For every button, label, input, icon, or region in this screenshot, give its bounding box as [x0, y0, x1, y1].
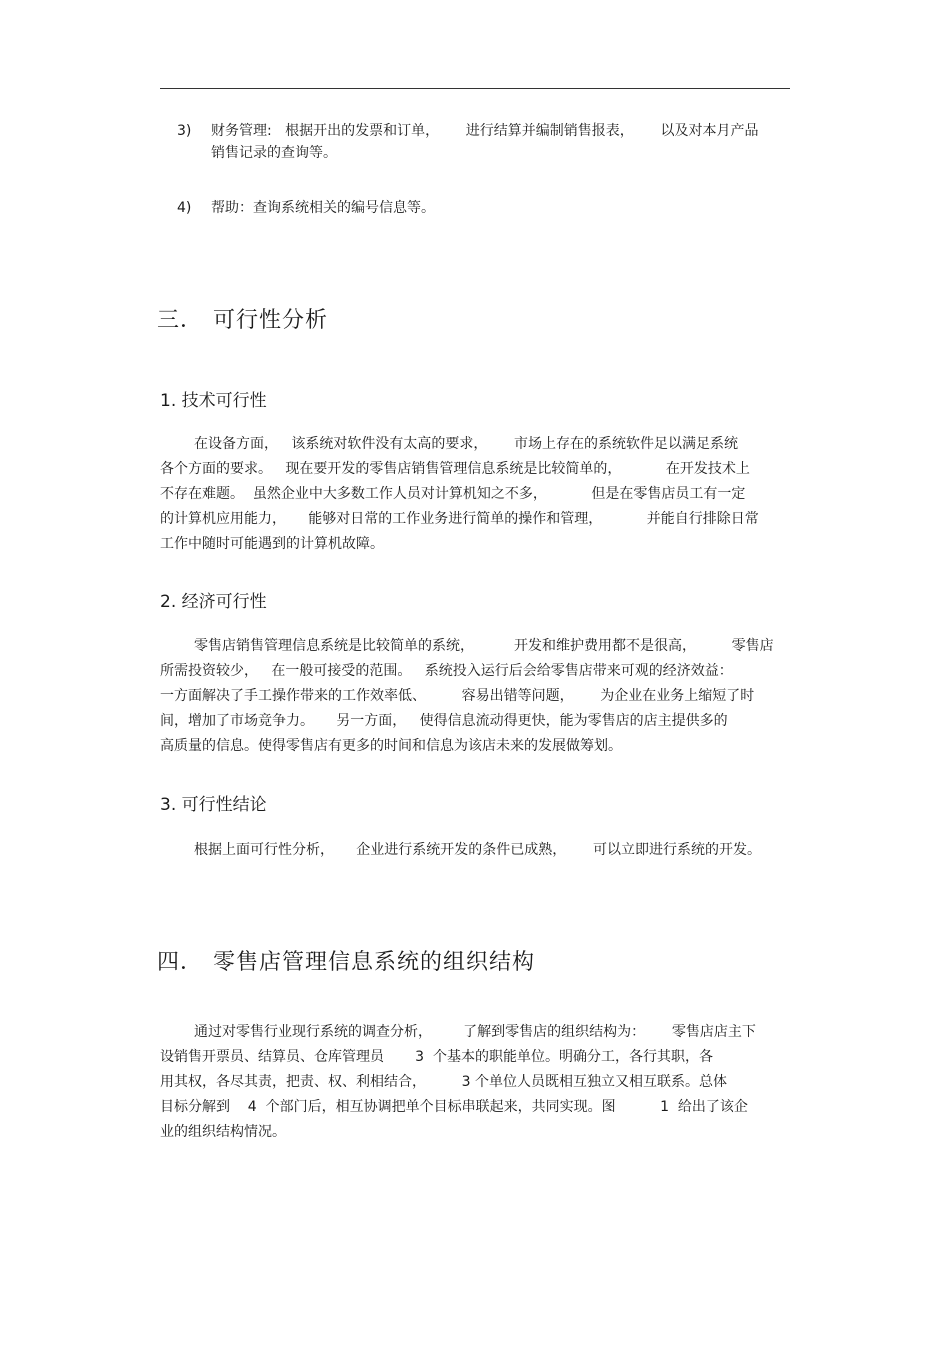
paragraph-line: 通过对零售行业现行系统的调查分析， 了解到零售店的组织结构为： 零售店店主下	[194, 1024, 756, 1040]
paragraph-line: 间，增加了市场竞争力。 另一方面， 使得信息流动得更快，能为零售店的店主提供多的	[160, 713, 728, 729]
section-number: 四．	[157, 950, 204, 975]
section-title: 可行性分析	[213, 308, 329, 333]
paragraph-line: 工作中随时可能遇到的计算机故障。	[160, 536, 384, 552]
list-item	[177, 197, 797, 221]
paragraph-line: 用其权，各尽其责，把责、权、利相结合， 3 个单位人员既相互独立又相互联系。总体	[160, 1074, 727, 1090]
paragraph-line: 设销售开票员、结算员、仓库管理员 3 个基本的职能单位。明确分工，各行其职，各	[160, 1049, 713, 1065]
list-text	[211, 120, 791, 164]
list-line: 帮助：查询系统相关的编号信息等。	[211, 200, 435, 216]
list-line: 财务管理: 根据开出的发票和订单， 进行结算并编制销售报表， 以及对本月产品	[211, 123, 759, 139]
subsection-heading: 3. 可行性结论	[160, 795, 267, 815]
paragraph-line: 高质量的信息。使得零售店有更多的时间和信息为该店未来的发展做筹划。	[160, 738, 622, 754]
section-title: 零售店管理信息系统的组织结构	[213, 950, 536, 975]
paragraph-line: 在设备方面， 该系统对软件没有太高的要求， 市场上存在的系统软件足以满足系统	[194, 436, 739, 452]
paragraph-line: 的计算机应用能力， 能够对日常的工作业务进行简单的操作和管理， 并能自行排除日常	[160, 511, 759, 527]
paragraph-line: 各个方面的要求。 现在要开发的零售店销售管理信息系统是比较简单的， 在开发技术上	[160, 461, 750, 477]
paragraph-line: 所需投资较少， 在一般可接受的范围。 系统投入运行后会给零售店带来可观的经济效益：	[160, 663, 733, 679]
paragraph-organization	[160, 1020, 790, 1145]
list-item	[177, 120, 797, 166]
list-number: 4)	[177, 200, 192, 216]
subsection-heading: 1. 技术可行性	[160, 391, 267, 411]
list-text	[211, 197, 791, 219]
paragraph-line: 业的组织结构情况。	[160, 1124, 286, 1140]
list-line: 销售记录的查询等。	[211, 145, 337, 161]
paragraph-line: 目标分解到 4 个部门后，相互协调把单个目标串联起来，共同实现。图 1 给出了该企	[160, 1099, 748, 1115]
section-number: 三．	[157, 308, 204, 333]
paragraph-line: 不存在难题。 虽然企业中大多数工作人员对计算机知之不多， 但是在零售店员工有一定	[160, 486, 746, 502]
paragraph-line: 一方面解决了手工操作带来的工作效率低、 容易出错等问题， 为企业在业务上缩短了时	[160, 688, 755, 704]
header-rule	[160, 88, 790, 89]
paragraph-line: 根据上面可行性分析， 企业进行系统开发的条件已成熟， 可以立即进行系统的开发。	[194, 842, 761, 858]
paragraph-conclusion	[160, 838, 790, 863]
section-heading	[157, 303, 557, 333]
paragraph-economic	[160, 634, 790, 759]
list-number: 3)	[177, 123, 192, 139]
paragraph-line: 零售店销售管理信息系统是比较简单的系统， 开发和维护费用都不是很高， 零售店	[194, 638, 774, 654]
subsection-heading: 2. 经济可行性	[160, 592, 267, 612]
paragraph-technical	[160, 432, 790, 557]
section-heading	[157, 945, 757, 975]
